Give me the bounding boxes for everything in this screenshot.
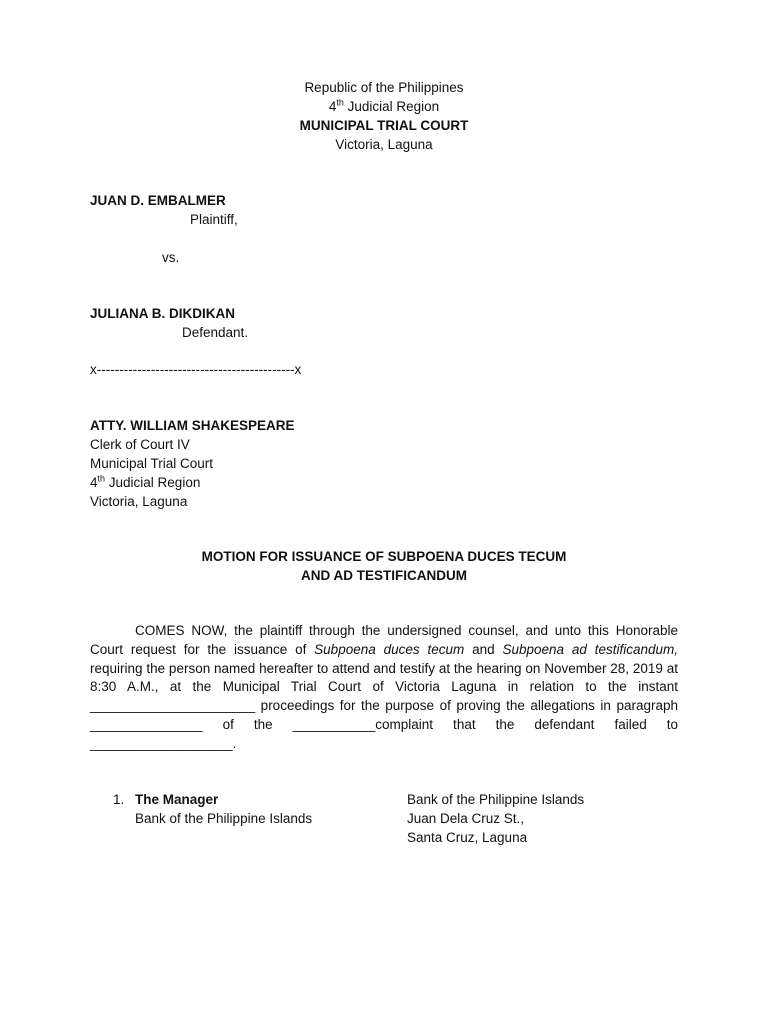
defendant-role: Defendant. xyxy=(182,325,249,340)
motion-title-line1: MOTION FOR ISSUANCE OF SUBPOENA DUCES TECUM xyxy=(201,549,567,564)
addressee-court: Municipal Trial Court xyxy=(90,456,214,471)
court-location: Victoria, Laguna xyxy=(335,137,433,152)
addressee-place: Victoria, Laguna xyxy=(90,494,188,509)
witness-address-line3: Santa Cruz, Laguna xyxy=(407,830,528,845)
addressee-title: Clerk of Court IV xyxy=(90,437,190,452)
motion-body-paragraph: COMES NOW, the plaintiff through the undersigned counsel, and unto this Honorable Court request for the issuance of Subpoena duces tecum and Subpoena ad testificandum, requiring the person named hereafter to attend and testify at the hearing on November 28, 2019 at 8:30 A.M., at the Municipal Trial Court of Victoria Laguna in relation to the instant ______________________ proceedings for the purpose of proving the allegations in paragraph _______________ of the ___________complaint that the defendant failed to ___________________. xyxy=(90,623,678,751)
judicial-region-line: 4th Judicial Region xyxy=(328,97,440,114)
motion-title-line2: AND AD TESTIFICANDUM xyxy=(301,568,467,583)
witness-number: 1. xyxy=(113,792,125,807)
witness-address-line2: Juan Dela Cruz St., xyxy=(407,811,525,826)
republic-line: Republic of the Philippines xyxy=(304,80,464,95)
plaintiff-name: JUAN D. EMBALMER xyxy=(90,193,226,208)
plaintiff-role: Plaintiff, xyxy=(190,212,238,227)
versus-label: vs. xyxy=(162,250,180,265)
witness-address-line1: Bank of the Philippine Islands xyxy=(407,792,585,807)
witness-organization: Bank of the Philippine Islands xyxy=(135,811,313,826)
defendant-name: JULIANA B. DIKDIKAN xyxy=(90,306,235,321)
addressee-name: ATTY. WILLIAM SHAKESPEARE xyxy=(90,418,295,433)
court-name: MUNICIPAL TRIAL COURT xyxy=(299,118,469,133)
caption-separator: x--------------------------------------------x xyxy=(90,362,302,377)
addressee-region: 4th Judicial Region xyxy=(90,473,201,490)
witness-title: The Manager xyxy=(135,792,219,807)
